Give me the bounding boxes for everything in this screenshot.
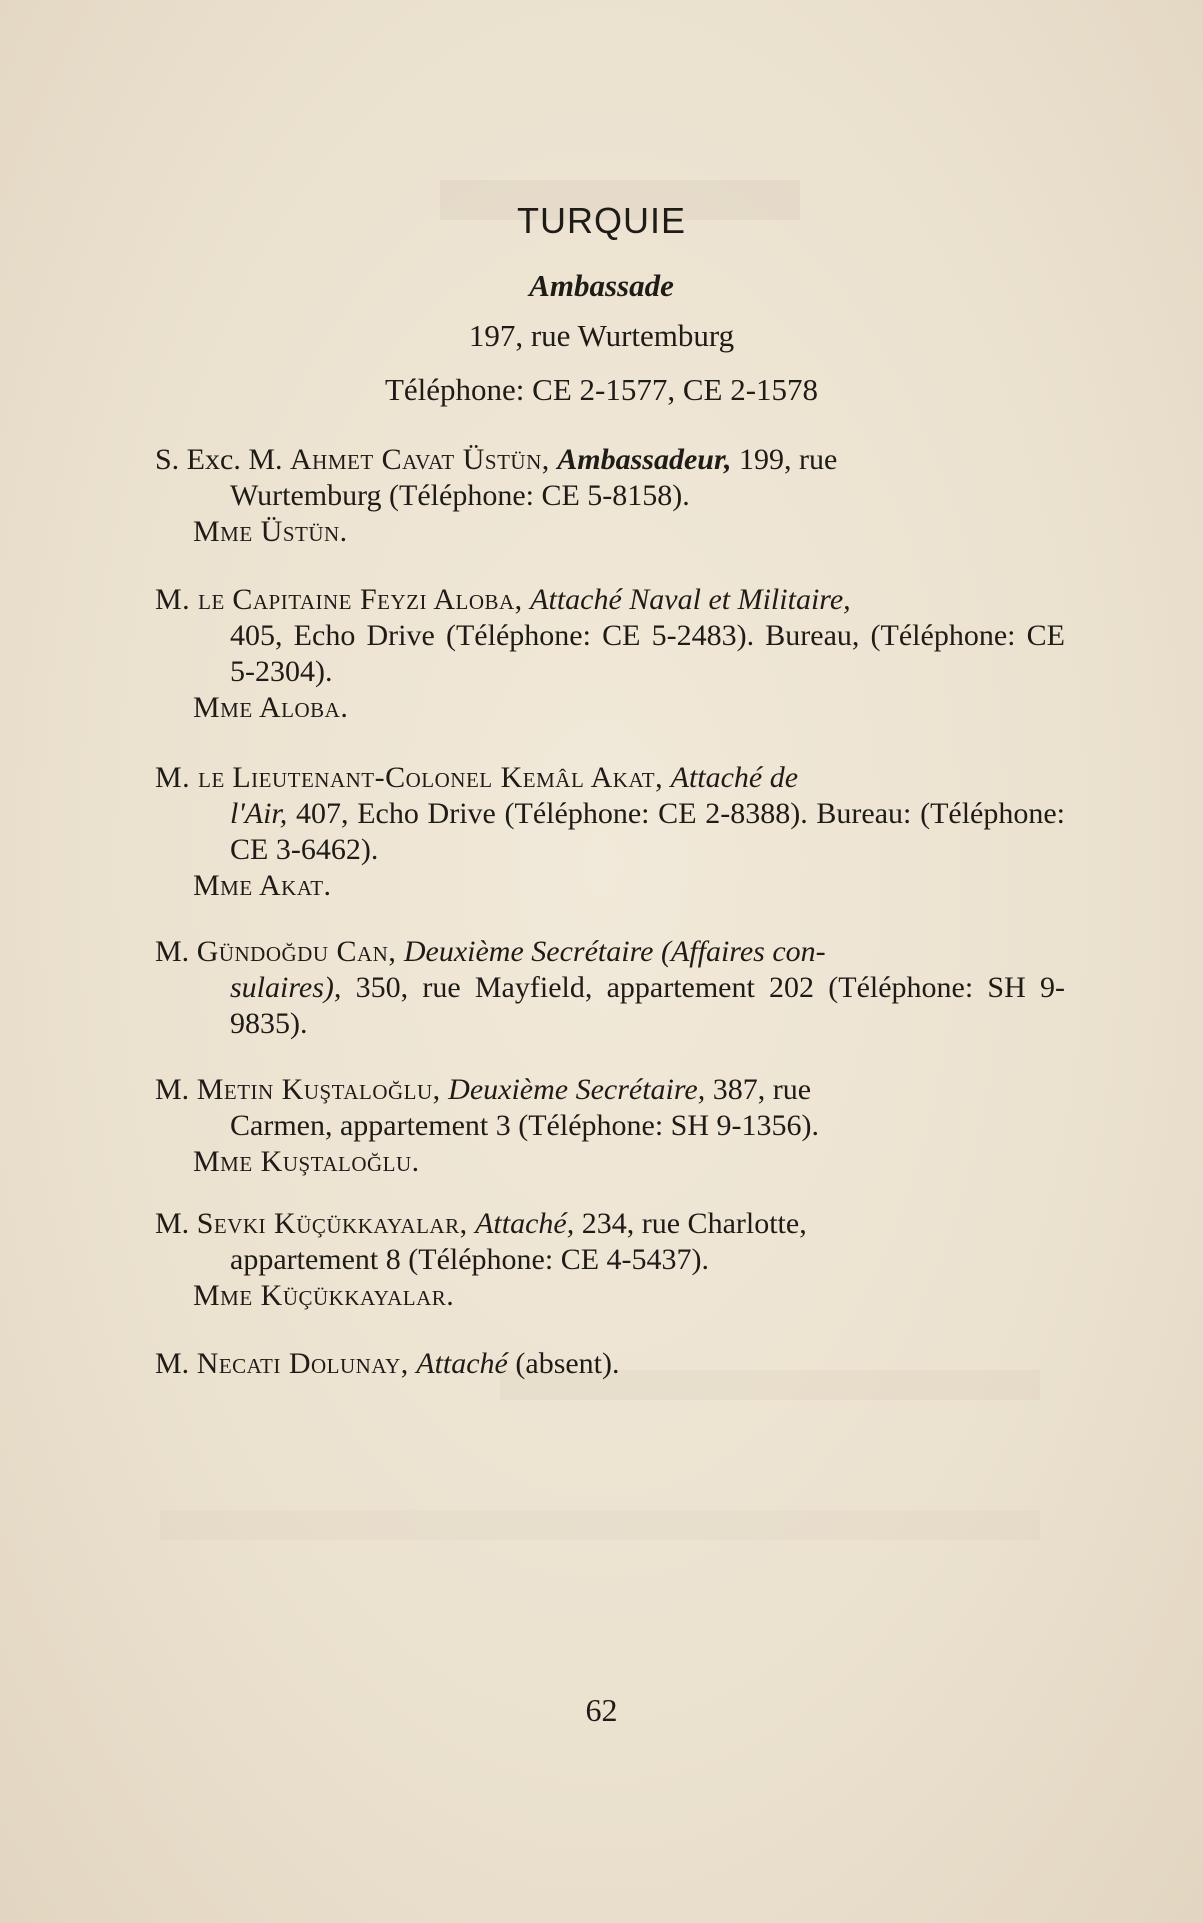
entry-role-continued: sulaires), (230, 971, 342, 1004)
entry-title: M. (155, 1347, 190, 1380)
embassy-phone: Téléphone: CE 2-1577, CE 2-1578 (384, 372, 819, 407)
entry-role: Attaché de (670, 761, 799, 794)
directory-entry (155, 934, 1065, 1042)
entry-name: Gündoğdu Can, (196, 935, 397, 968)
entry-role: Attaché Naval et Militaire, (530, 583, 851, 616)
entry-title: M. le (155, 583, 225, 616)
directory-entry (155, 442, 1065, 550)
entry-spouse: Mme Kuştaloğlu. (193, 1145, 420, 1178)
entry-continuation: 407, Echo Drive (Téléphone: CE 2-8388). Bureau: (Téléphone: CE 3-6462). (230, 797, 1066, 866)
entry-continuation-block (155, 796, 1065, 868)
entry-continuation: appartement 8 (Téléphone: CE 4-5437). (230, 1243, 710, 1276)
entry-role: Attaché, (475, 1207, 575, 1240)
entry-first-line (155, 1346, 1065, 1382)
entry-rest: 387, rue (712, 1073, 812, 1106)
entry-title: M. (155, 1073, 190, 1106)
entry-continuation: 350, rue Mayfield, appartement 202 (Téléphone: SH 9-9835). (230, 971, 1065, 1040)
entry-rest: 234, rue Charlotte, (581, 1207, 807, 1240)
entry-role-continued: l'Air, (230, 797, 288, 830)
show-through-texture (160, 1510, 1040, 1540)
entry-spouse: Mme Küçükkayalar. (193, 1279, 455, 1312)
entry-rest: 199, rue (738, 443, 838, 476)
section-subtitle: Ambassade (529, 268, 674, 303)
entry-role: Deuxième Secrétaire, (448, 1073, 706, 1106)
entry-title: S. Exc. M. (155, 443, 283, 476)
entry-name: Metin Kuştaloğlu, (196, 1073, 441, 1106)
entry-role: Ambassadeur, (557, 443, 732, 476)
entry-name: Necati Dolunay, (196, 1347, 409, 1380)
directory-entry (155, 1072, 1065, 1180)
entry-name: Sevki Küçükkayalar, (196, 1207, 468, 1240)
entry-title: M. le (155, 761, 225, 794)
entry-continuation-block (155, 970, 1065, 1042)
directory-entry (155, 760, 1065, 904)
directory-entry (155, 1346, 1065, 1382)
directory-entry (155, 582, 1065, 726)
embassy-address: 197, rue Wurtemburg (468, 318, 735, 353)
entry-spouse: Mme Üstün. (193, 515, 348, 548)
entry-first-line (155, 582, 1065, 618)
entry-rest: (absent). (515, 1347, 620, 1380)
page-number: 62 (585, 1692, 618, 1728)
entry-first-line (155, 934, 1065, 970)
entry-title: M. (155, 935, 190, 968)
entry-role: Attaché (416, 1347, 508, 1380)
entry-name: Ahmet Cavat Üstün, (290, 443, 550, 476)
entry-continuation: 405, Echo Drive (Téléphone: CE 5-2483). Bureau, (Téléphone: CE 5-2304). (230, 619, 1065, 688)
entry-first-line (155, 1072, 1065, 1108)
entry-title: M. (155, 1207, 190, 1240)
entry-continuation: Carmen, appartement 3 (Téléphone: SH 9-1356). (230, 1109, 819, 1142)
entry-first-line (155, 442, 1065, 478)
entry-spouse: Mme Aloba. (193, 691, 349, 724)
entry-role: Deuxième Secrétaire (Affaires con- (403, 935, 826, 968)
entry-first-line (155, 760, 1065, 796)
entry-first-line (155, 1206, 1065, 1242)
directory-entry (155, 1206, 1065, 1314)
entry-name: Lieutenant-Colonel Kemâl Akat, (232, 761, 664, 794)
entry-spouse: Mme Akat. (193, 869, 332, 902)
entry-name: Capitaine Feyzi Aloba, (232, 583, 523, 616)
country-heading: TURQUIE (517, 200, 686, 241)
entry-continuation: Wurtemburg (Téléphone: CE 5-8158). (230, 479, 690, 512)
